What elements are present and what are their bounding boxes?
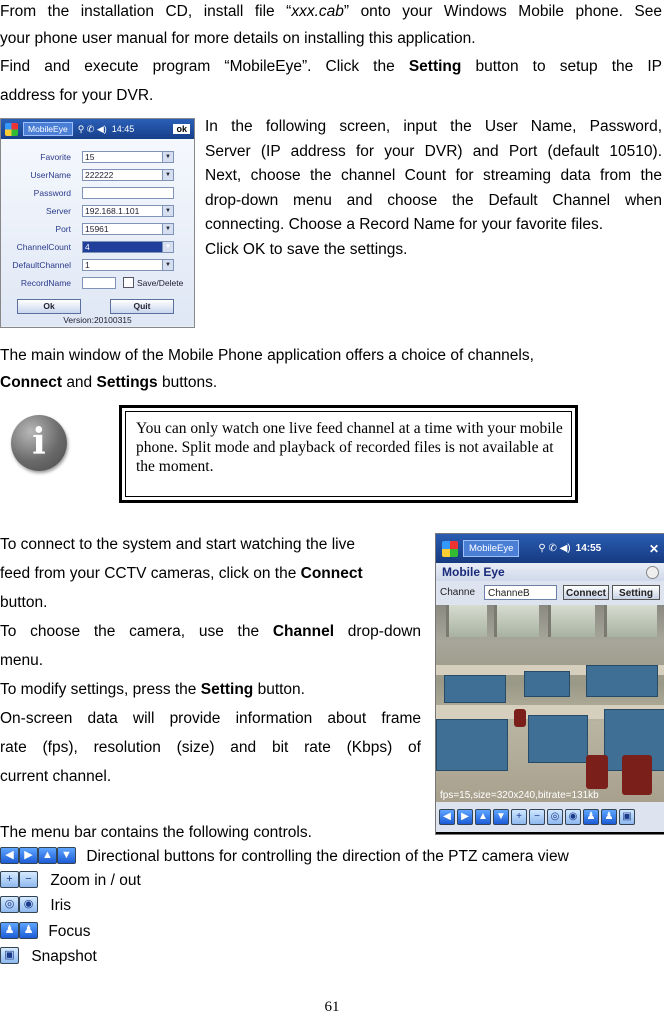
chevron-down-icon: ▼ bbox=[162, 206, 173, 216]
legend-directional bbox=[0, 847, 569, 867]
ok-soft-button: ok bbox=[173, 124, 190, 134]
notice-box bbox=[119, 405, 578, 503]
arrow-up-icon: ▲ bbox=[475, 809, 491, 825]
legend-text: Focus bbox=[48, 923, 91, 940]
chevron-down-icon: ▼ bbox=[162, 224, 173, 234]
quit-button: Quit bbox=[110, 299, 174, 314]
close-icon: ✕ bbox=[648, 541, 659, 556]
connect-description bbox=[0, 530, 421, 791]
settings-line: Server (IP address for your DVR) and Port (default 10510). bbox=[205, 142, 662, 160]
field-label: RecordName bbox=[20, 278, 71, 288]
connect-line: To connect to the system and start watching the live bbox=[0, 536, 355, 553]
arrow-left-icon: ◀ bbox=[439, 809, 455, 825]
connect-line: feed from your CCTV cameras, click on the Connect bbox=[0, 565, 363, 582]
channel-select: ChanneB bbox=[484, 585, 557, 600]
status-icons: ⚲ ✆ ◀) bbox=[538, 543, 571, 554]
intro-line-1: From the installation CD, install file “xxx.cab” onto your Windows Mobile phone. See bbox=[0, 3, 662, 20]
field-label: Server bbox=[45, 206, 71, 216]
field-value: 192.168.1.101 ▼ bbox=[82, 205, 174, 217]
status-circle-icon bbox=[646, 566, 659, 579]
status-icons: ⚲ ✆ ◀) bbox=[77, 123, 107, 134]
connect-line: rate (fps), resolution (size) and bit rate (Kbps) of bbox=[0, 739, 421, 756]
snapshot-icon: ▣ bbox=[619, 809, 635, 825]
version-label: Version:20100315 bbox=[63, 315, 132, 325]
field-value: 1 ▼ bbox=[82, 259, 174, 271]
legend-text: Iris bbox=[50, 897, 71, 914]
settings-row bbox=[1, 241, 194, 255]
save-delete-label: Save/Delete bbox=[137, 278, 184, 288]
field-label: UserName bbox=[30, 170, 71, 180]
field-label: DefaultChannel bbox=[12, 260, 71, 270]
phone-taskbar bbox=[1, 119, 194, 139]
connect-line: button. bbox=[0, 594, 48, 611]
intro-line-3: Find and execute program “MobileEye”. Click the Setting button to setup the IP bbox=[0, 58, 663, 75]
stream-stats: fps=15,size=320x240,bitrate=131kb bbox=[440, 790, 599, 801]
connect-line: To modify settings, press the Setting button. bbox=[0, 681, 305, 698]
field-label: Favorite bbox=[40, 152, 71, 162]
arrow-down-icon: ▼ bbox=[493, 809, 509, 825]
legend-zoom bbox=[0, 871, 141, 891]
save-delete-checkbox bbox=[123, 277, 134, 288]
field-value: 4 ▼ bbox=[82, 241, 174, 253]
focus-near-icon: ♟ bbox=[583, 809, 599, 825]
intro-line-2: your phone user manual for more details on installing this application. bbox=[0, 30, 476, 47]
settings-line: connecting. Choose a Record Name for your favorite files. bbox=[205, 216, 604, 233]
app-title: Mobile Eye bbox=[436, 563, 664, 581]
setting-button: Setting bbox=[612, 585, 660, 600]
settings-row bbox=[1, 205, 194, 219]
app-tab: MobileEye bbox=[463, 540, 519, 557]
channel-label: Channe bbox=[440, 587, 476, 598]
focus-far-icon: ♟ bbox=[601, 809, 617, 825]
legend-text: Zoom in / out bbox=[50, 872, 141, 889]
field-value: 15961 ▼ bbox=[82, 223, 174, 235]
control-row bbox=[436, 581, 664, 605]
connect-line: To choose the camera, use the Channel drop-down bbox=[0, 623, 422, 640]
iris-close-icon: ◉ bbox=[19, 896, 38, 913]
windows-start-icon bbox=[5, 123, 18, 136]
legend-focus bbox=[0, 922, 91, 942]
iris-open-icon: ◎ bbox=[547, 809, 563, 825]
page-number: 61 bbox=[324, 999, 340, 1015]
menu-intro: The menu bar contains the following controls. bbox=[0, 824, 312, 841]
clock: 14:55 bbox=[575, 543, 602, 554]
zoom-out-icon: − bbox=[529, 809, 545, 825]
chevron-down-icon: ▼ bbox=[162, 242, 173, 252]
settings-row bbox=[1, 151, 194, 165]
settings-row bbox=[1, 277, 194, 291]
settings-screen-image bbox=[0, 118, 195, 328]
legend-text: Directional buttons for controlling the direction of the PTZ camera view bbox=[86, 848, 569, 865]
settings-row bbox=[1, 223, 194, 237]
field-value bbox=[82, 277, 116, 289]
field-value: 222222 ▼ bbox=[82, 169, 174, 181]
app-tab: MobileEye bbox=[23, 122, 73, 136]
ok-button: Ok bbox=[17, 299, 81, 314]
zoom-in-icon: + bbox=[511, 809, 527, 825]
snapshot-icon: ▣ bbox=[0, 947, 19, 964]
connect-line: On-screen data will provide information about frame bbox=[0, 710, 421, 727]
legend-text: Snapshot bbox=[31, 948, 97, 965]
arrow-left-icon: ◀ bbox=[0, 847, 19, 864]
camera-video-feed bbox=[436, 605, 664, 802]
chevron-down-icon: ▼ bbox=[162, 170, 173, 180]
field-label: Port bbox=[55, 224, 71, 234]
iris-open-icon: ◎ bbox=[0, 896, 19, 913]
field-label: Password bbox=[33, 188, 71, 198]
arrow-right-icon: ▶ bbox=[19, 847, 38, 864]
intro-line-4: address for your DVR. bbox=[0, 87, 154, 104]
main-window-line-2: Connect and Settings buttons. bbox=[0, 374, 218, 391]
settings-form bbox=[1, 139, 194, 326]
menu-bar bbox=[436, 802, 664, 832]
legend-iris bbox=[0, 896, 71, 916]
connect-line: current channel. bbox=[0, 768, 112, 785]
zoom-out-icon: − bbox=[19, 871, 38, 888]
settings-line: Next, choose the channel Count for streaming data from the bbox=[205, 167, 662, 184]
settings-line: drop-down menu and choose the Default Channel when bbox=[205, 191, 662, 209]
chevron-down-icon: ▼ bbox=[162, 260, 173, 270]
connect-line: menu. bbox=[0, 652, 44, 669]
arrow-down-icon: ▼ bbox=[57, 847, 76, 864]
arrow-right-icon: ▶ bbox=[457, 809, 473, 825]
settings-line: In the following screen, input the User Name, Password, bbox=[205, 118, 662, 135]
connect-button: Connect bbox=[563, 585, 609, 600]
settings-row bbox=[1, 169, 194, 183]
settings-description bbox=[205, 115, 662, 262]
field-label: ChannelCount bbox=[16, 242, 71, 252]
legend-snapshot bbox=[0, 947, 97, 967]
arrow-up-icon: ▲ bbox=[38, 847, 57, 864]
chevron-down-icon: ▼ bbox=[162, 152, 173, 162]
field-value bbox=[82, 187, 174, 199]
info-icon: i bbox=[11, 415, 67, 471]
zoom-in-icon: + bbox=[0, 871, 19, 888]
settings-line: Click OK to save the settings. bbox=[205, 240, 408, 258]
main-window-line-1: The main window of the Mobile Phone application offers a choice of channels, bbox=[0, 347, 534, 364]
field-value: 15 ▼ bbox=[82, 151, 174, 163]
settings-row bbox=[1, 259, 194, 273]
phone-taskbar bbox=[436, 534, 664, 563]
focus-near-icon: ♟ bbox=[0, 922, 19, 939]
iris-close-icon: ◉ bbox=[565, 809, 581, 825]
clock: 14:45 bbox=[111, 124, 135, 134]
main-screen-image bbox=[435, 533, 664, 835]
notice-text: You can only watch one live feed channel at a time with your mobile phone. Split mode and playback of recorded files is not available at the moment. bbox=[136, 420, 563, 475]
focus-far-icon: ♟ bbox=[19, 922, 38, 939]
settings-row bbox=[1, 187, 194, 201]
windows-start-icon bbox=[442, 541, 458, 557]
